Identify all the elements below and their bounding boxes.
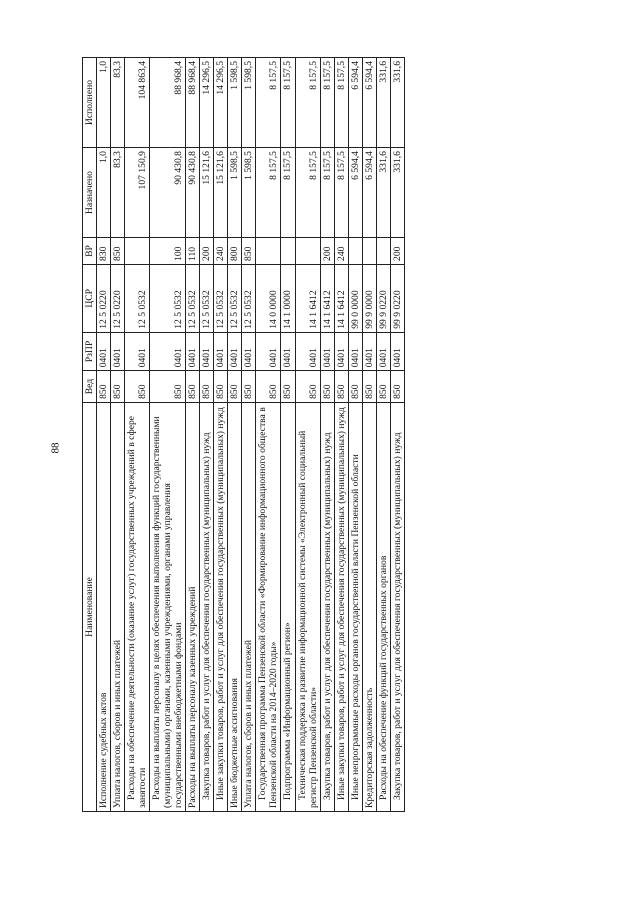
row-csr-cell: 12 5 0532 [186,264,200,332]
row-rzpr-cell: 0401 [390,332,404,371]
row-ved-cell: 850 [242,371,256,403]
row-naznacheno-cell: 83,3 [111,148,125,238]
table-row [281,58,295,812]
row-csr-cell: 14 1 0000 [281,264,295,332]
row-vr-cell: 200 [390,238,404,265]
row-ved-cell: 850 [295,371,320,403]
row-ispolneno-cell: 8 157,5 [256,58,281,148]
table-row [150,58,186,812]
row-ved-cell: 850 [125,371,150,403]
row-name-text: Уплата налогов, сборов и иных платежей [243,639,255,808]
row-name-text: Расходы на обеспечение деятельности (оказание услуг) государственных учреждений в сфере занятости [126,415,149,808]
row-name-cell [320,402,334,811]
budget-table [82,57,405,812]
row-vr-cell: 200 [320,238,334,265]
row-ispolneno-cell: 331,6 [390,58,404,148]
row-name-text: Кредиторская задолженность [363,687,375,808]
row-name-cell [376,402,390,811]
table-row [111,58,125,812]
row-vr-cell [256,238,281,265]
row-vr-cell: 800 [228,238,242,265]
row-naznacheno-cell: 90 430,8 [150,148,186,238]
row-ispolneno-cell: 8 157,5 [295,58,320,148]
row-name-text: Закупка товаров, работ и услуг для обеспечения государственных (муниципальных) нужд [201,432,213,800]
table-header-row [83,58,97,812]
row-vr-cell [281,238,295,265]
row-ispolneno-cell: 1,0 [97,58,111,148]
row-ispolneno-cell: 331,6 [376,58,390,148]
row-rzpr-cell: 0401 [150,332,186,371]
row-ispolneno-cell: 1 598,5 [242,58,256,148]
row-ispolneno-cell: 8 157,5 [320,58,334,148]
row-csr-cell: 99 0 0000 [348,264,362,332]
row-csr-cell: 14 0 0000 [256,264,281,332]
row-naznacheno-cell: 8 157,5 [281,148,295,238]
row-vr-cell: 240 [334,238,348,265]
row-vr-cell: 850 [242,238,256,265]
row-ved-cell: 850 [150,371,186,403]
row-ispolneno-cell: 88 968,4 [186,58,200,148]
rotated-content [82,57,552,812]
row-csr-cell: 12 5 0220 [97,264,111,332]
row-naznacheno-cell: 8 157,5 [320,148,334,238]
table-row [242,58,256,812]
row-naznacheno-cell: 15 121,6 [200,148,214,238]
row-vr-cell [348,238,362,265]
table-row [362,58,376,812]
row-name-cell [214,402,228,811]
row-ved-cell: 850 [228,371,242,403]
row-name-cell [186,402,200,811]
row-ved-cell: 850 [334,371,348,403]
row-name-text: Уплата налогов, сборов и иных платежей [112,639,124,808]
row-name-text: Государственная программа Пензенской области «Формирование информационного общества в Пензенской области на 2014–2020 годы» [257,407,280,808]
row-rzpr-cell: 0401 [334,332,348,371]
table-row [320,58,334,812]
row-ved-cell: 850 [256,371,281,403]
row-vr-cell: 240 [214,238,228,265]
row-naznacheno-cell: 15 121,6 [214,148,228,238]
table-row [376,58,390,812]
row-naznacheno-cell: 1,0 [97,148,111,238]
row-name-cell [111,402,125,811]
row-rzpr-cell: 0401 [256,332,281,371]
row-rzpr-cell: 0401 [320,332,334,371]
row-ispolneno-cell: 14 296,5 [200,58,214,148]
row-csr-cell: 99 9 0000 [362,264,376,332]
row-ispolneno-cell: 8 157,5 [334,58,348,148]
table-row [125,58,150,812]
table-row [186,58,200,812]
table-row [228,58,242,812]
row-ved-cell: 850 [376,371,390,403]
table-row [200,58,214,812]
row-csr-cell: 99 9 0220 [376,264,390,332]
row-name-text: Иные закупки товаров, работ и услуг для обеспечения государственных (муниципальных) нужд [215,407,227,800]
row-name-cell [295,402,320,811]
row-name-text: Расходы на обеспечение функций государственных органов [377,555,389,800]
header-rzpr: РзПР [83,332,97,371]
row-name-text: Подпрограмма «Информационный регион» [282,622,294,800]
row-vr-cell [362,238,376,265]
row-vr-cell: 850 [111,238,125,265]
row-name-cell [228,402,242,811]
row-rzpr-cell: 0401 [111,332,125,371]
row-name-cell [348,402,362,811]
row-ispolneno-cell: 104 863,4 [125,58,150,148]
row-csr-cell: 99 9 0220 [390,264,404,332]
row-name-text: Закупка товаров, работ и услуг для обеспечения государственных (муниципальных) нужд [391,432,403,800]
table-row [256,58,281,812]
row-name-text: Расходы на выплаты персоналу казенных учреждений [187,586,199,808]
row-naznacheno-cell: 331,6 [376,148,390,238]
row-ispolneno-cell: 1 598,5 [228,58,242,148]
row-vr-cell [125,238,150,265]
row-naznacheno-cell: 8 157,5 [295,148,320,238]
row-ved-cell: 850 [186,371,200,403]
row-rzpr-cell: 0401 [186,332,200,371]
row-rzpr-cell: 0401 [376,332,390,371]
row-ispolneno-cell: 6 594,4 [348,58,362,148]
row-rzpr-cell: 0401 [125,332,150,371]
table-row [295,58,320,812]
header-ved: Вед [83,371,97,403]
row-name-cell [150,402,186,811]
row-csr-cell: 12 5 0532 [242,264,256,332]
row-csr-cell: 12 5 0532 [228,264,242,332]
row-name-cell [256,402,281,811]
row-vr-cell: 110 [186,238,200,265]
rotated-page [82,57,552,812]
row-ved-cell: 850 [362,371,376,403]
row-name-text: Техническая поддержка и развитие информационной системы «Электронный социальный регистр Пензенской области» [296,430,319,808]
row-name-cell [97,402,111,811]
row-vr-cell [376,238,390,265]
row-name-cell [125,402,150,811]
row-ved-cell: 850 [97,371,111,403]
row-csr-cell: 12 5 0532 [200,264,214,332]
row-name-text: Иные закупки товаров, работ и услуг для обеспечения государственных (муниципальных) нужд [335,407,347,800]
row-naznacheno-cell: 90 430,8 [186,148,200,238]
row-ved-cell: 850 [348,371,362,403]
row-rzpr-cell: 0401 [200,332,214,371]
row-vr-cell: 830 [97,238,111,265]
row-rzpr-cell: 0401 [97,332,111,371]
row-ispolneno-cell: 83,3 [111,58,125,148]
row-name-text: Иные непрограммные расходы органов государственной власти Пензенской области [349,454,361,800]
header-csr: ЦСР [83,264,97,332]
row-vr-cell: 100 [150,238,186,265]
row-naznacheno-cell: 6 594,4 [348,148,362,238]
row-name-text: Расходы на выплаты персоналу в целях обеспечения выполнения функций государственными (муниципальными) органами, казенными учреждениями, органами управления государственными внебюджетными фондами [151,416,185,808]
row-rzpr-cell: 0401 [362,332,376,371]
row-rzpr-cell: 0401 [348,332,362,371]
table-row [348,58,362,812]
row-csr-cell: 12 5 0532 [150,264,186,332]
row-name-text: Исполнение судебных актов [98,692,110,808]
row-rzpr-cell: 0401 [214,332,228,371]
row-name-cell [362,402,376,811]
row-csr-cell: 14 1 6412 [334,264,348,332]
row-rzpr-cell: 0401 [295,332,320,371]
row-rzpr-cell: 0401 [281,332,295,371]
header-naznacheno: Назначено [83,148,97,238]
table-row [214,58,228,812]
row-vr-cell: 200 [200,238,214,265]
row-csr-cell: 12 5 0532 [214,264,228,332]
row-ved-cell: 850 [200,371,214,403]
row-rzpr-cell: 0401 [242,332,256,371]
row-naznacheno-cell: 331,6 [390,148,404,238]
row-csr-cell: 12 5 0532 [125,264,150,332]
row-name-cell [200,402,214,811]
table-row [97,58,111,812]
row-ved-cell: 850 [281,371,295,403]
row-naznacheno-cell: 6 594,4 [362,148,376,238]
row-naznacheno-cell: 8 157,5 [256,148,281,238]
row-name-text: Иные бюджетные ассигнования [229,678,241,808]
row-naznacheno-cell: 107 150,9 [125,148,150,238]
row-ved-cell: 850 [390,371,404,403]
row-name-cell [390,402,404,811]
row-name-cell [281,402,295,811]
row-ved-cell: 850 [111,371,125,403]
row-csr-cell: 14 1 6412 [295,264,320,332]
row-ispolneno-cell: 14 296,5 [214,58,228,148]
row-ispolneno-cell: 8 157,5 [281,58,295,148]
row-ispolneno-cell: 6 594,4 [362,58,376,148]
table-row [390,58,404,812]
row-name-cell [334,402,348,811]
row-naznacheno-cell: 1 598,5 [228,148,242,238]
header-vr: ВР [83,238,97,265]
row-naznacheno-cell: 1 598,5 [242,148,256,238]
row-ved-cell: 850 [320,371,334,403]
table-row [334,58,348,812]
row-ved-cell: 850 [214,371,228,403]
row-rzpr-cell: 0401 [228,332,242,371]
row-csr-cell: 14 1 6412 [320,264,334,332]
row-name-text: Закупка товаров, работ и услуг для обеспечения государственных (муниципальных) нужд [321,432,333,800]
row-naznacheno-cell: 8 157,5 [334,148,348,238]
header-name: Наименование [83,402,97,811]
row-vr-cell [295,238,320,265]
row-csr-cell: 12 5 0220 [111,264,125,332]
row-ispolneno-cell: 88 968,4 [150,58,186,148]
row-name-cell [242,402,256,811]
page-number: 88 [49,442,62,454]
header-ispolneno: Исполнено [83,58,97,148]
